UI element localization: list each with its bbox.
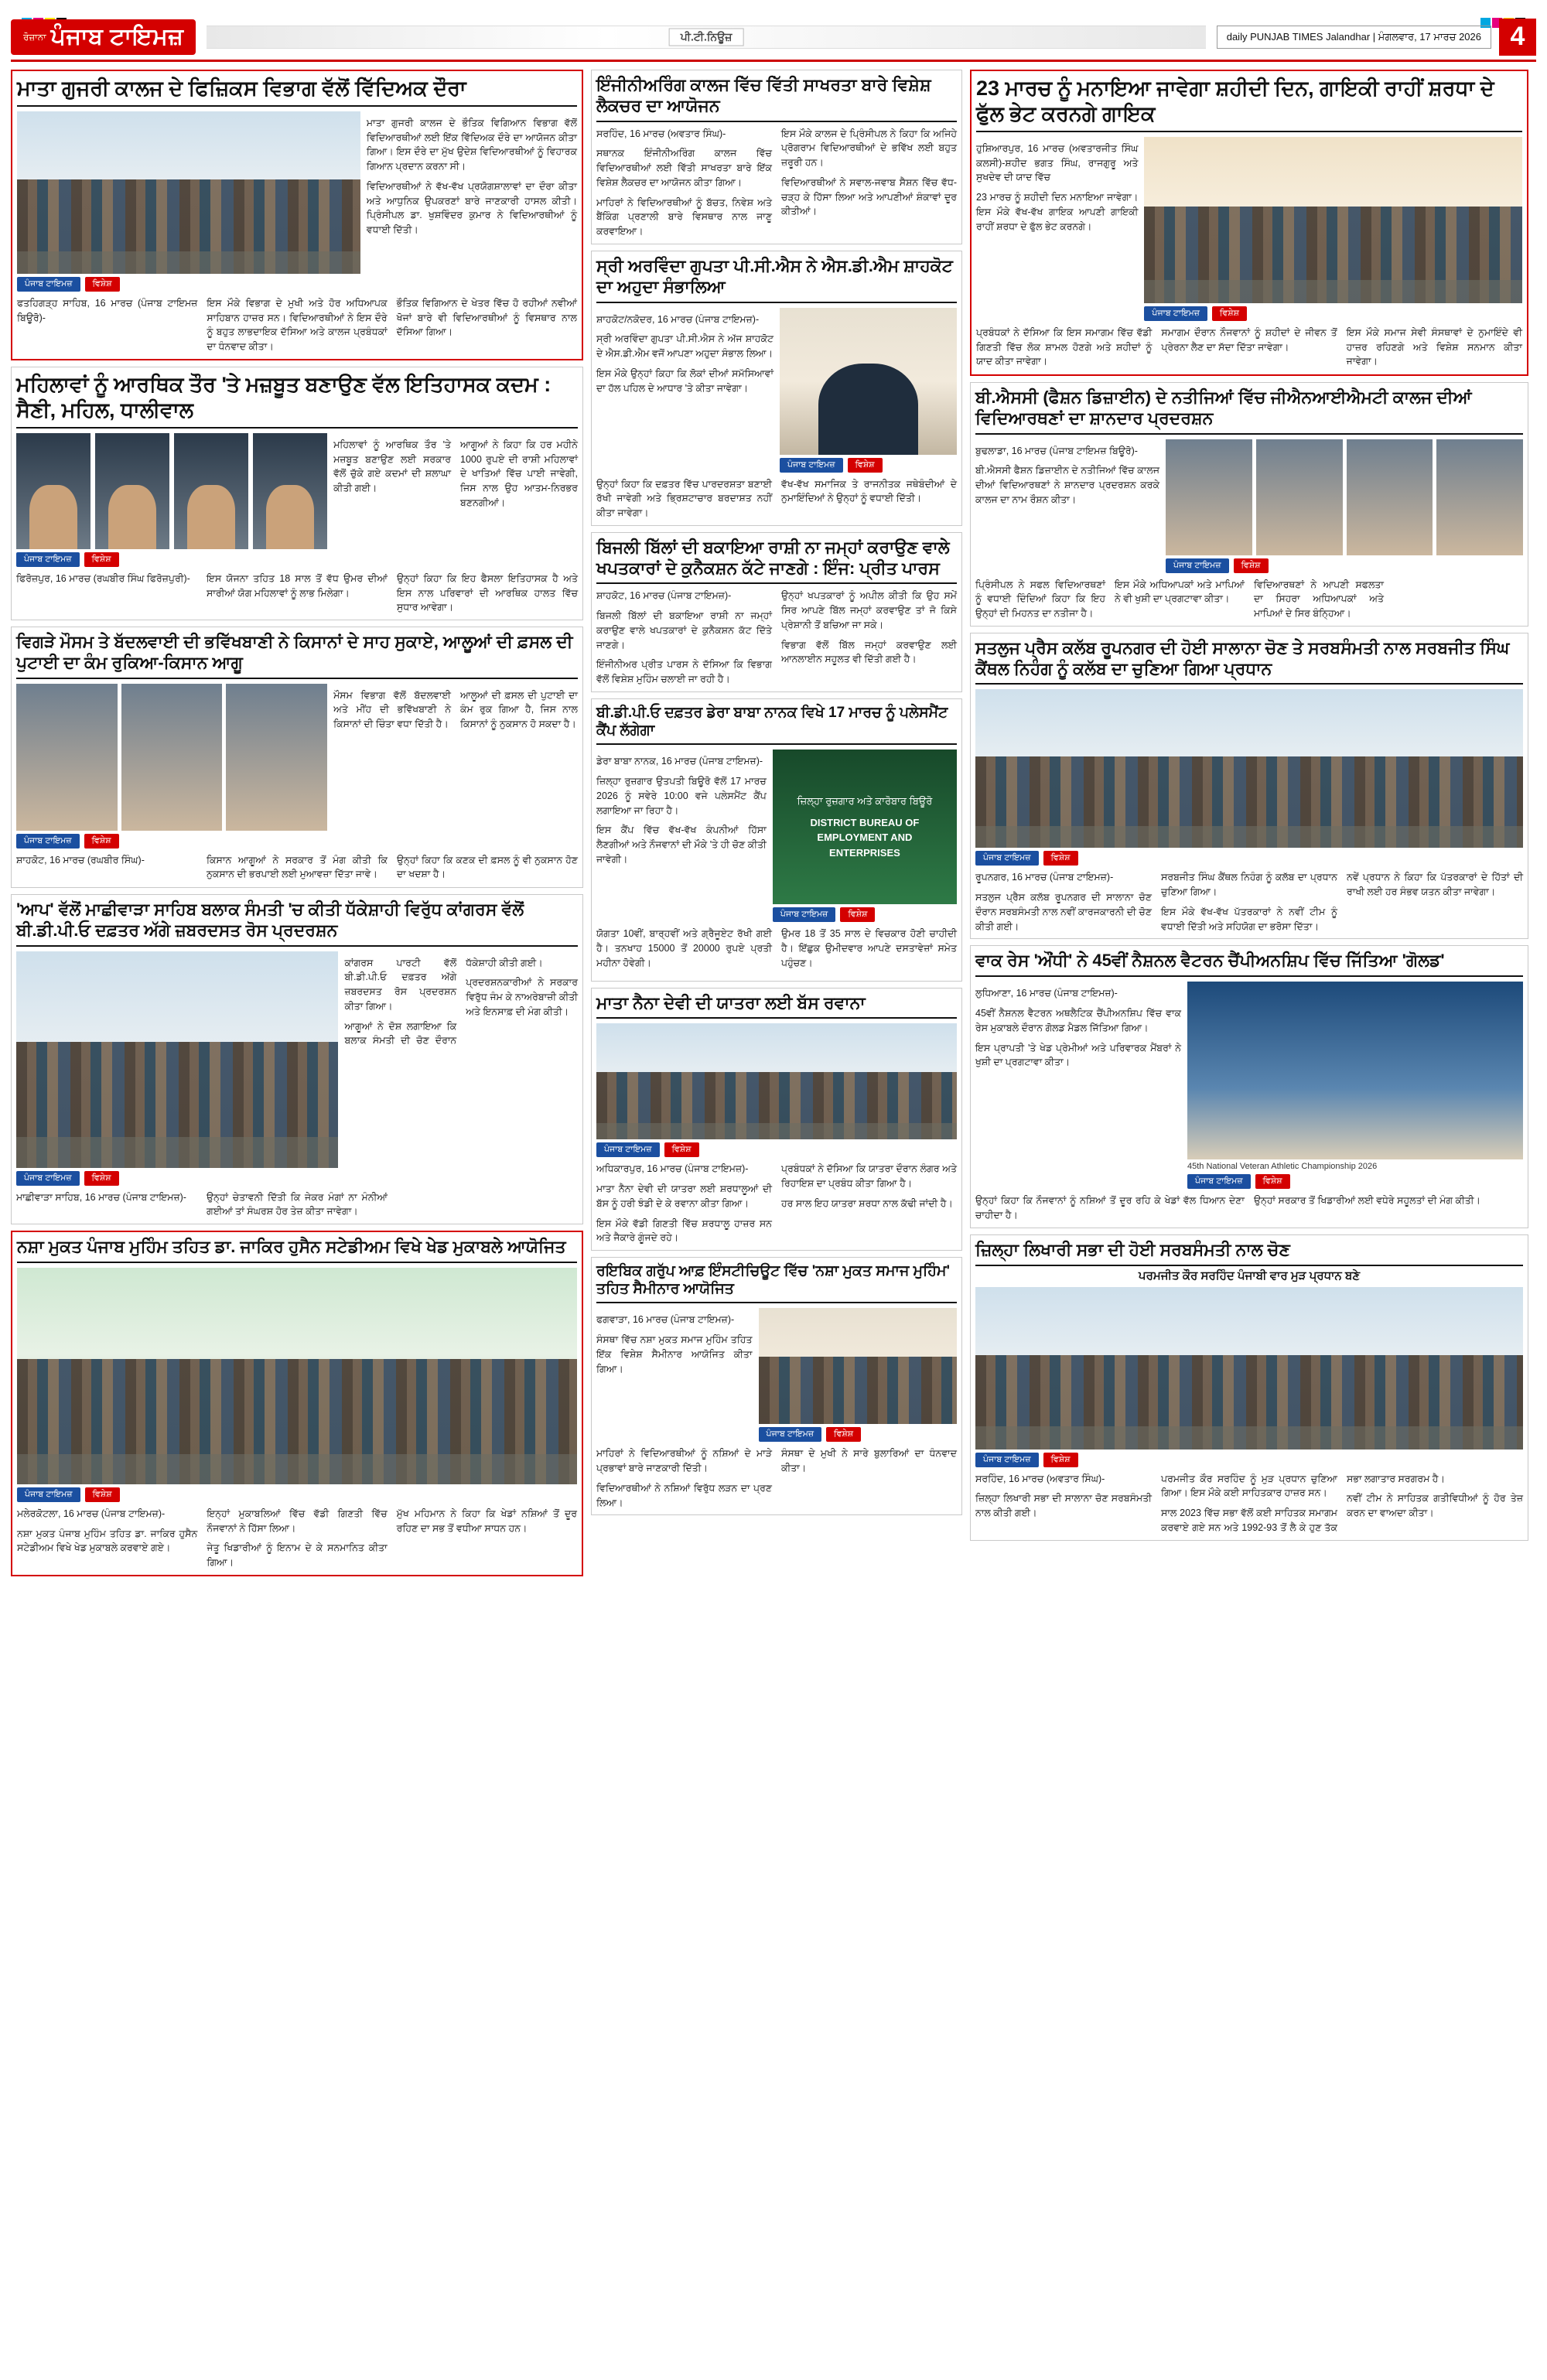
article-a14-headline: ਜ਼ਿਲ੍ਹਾ ਲਿਖਾਰੀ ਸਭਾ ਦੀ ਹੋਈ ਸਰਬਸੰਮਤੀ ਨਾਲ ਚੋਣ	[975, 1240, 1523, 1266]
article-a1-photo	[17, 111, 360, 274]
newspaper-page	[0, 14, 1547, 2380]
article-a1-credit	[17, 277, 360, 292]
article-a9-body-2: ਸਰਬਜੀਤ ਸਿੰਘ ਕੈਂਥਲ ਨਿਹੰਗ ਨੂੰ ਕਲੱਬ ਦਾ ਪ੍ਰਧਾਨ ਚੁਣਿਆ ਗਿਆ।	[1161, 872, 1337, 898]
article-a8	[11, 627, 583, 888]
article-a11-dateline: ਲੁਧਿਆਣਾ, 16 ਮਾਰਚ (ਪੰਜਾਬ ਟਾਇਮਜ਼)-	[975, 988, 1118, 999]
article-a11-body-3: ਉਨ੍ਹਾਂ ਕਿਹਾ ਕਿ ਨੌਜਵਾਨਾਂ ਨੂੰ ਨਸ਼ਿਆਂ ਤੋਂ ਦੂਰ ਰਹਿ ਕੇ ਖੇਡਾਂ ਵੱਲ ਧਿਆਨ ਦੇਣਾ ਚਾਹੀਦਾ ਹੈ।	[975, 1195, 1245, 1221]
article-a3-body-1: 23 ਮਾਰਚ ਨੂੰ ਸ਼ਹੀਦੀ ਦਿਨ ਮਨਾਇਆ ਜਾਵੇਗਾ। ਇਸ ਮੌਕੇ ਵੱਖ-ਵੱਖ ਗਾਇਕ ਆਪਣੀ ਗਾਇਕੀ ਰਾਹੀਂ ਸ਼ਰਧਾ ਦੇ ਫੁੱਲ ਭੇਟ ਕਰਨਗੇ।	[976, 192, 1139, 232]
credit-tag-red: ਵਿਸ਼ੇਸ਼	[826, 1427, 861, 1442]
article-a2-body-2: ਮਾਹਿਰਾਂ ਨੇ ਵਿਦਿਆਰਥੀਆਂ ਨੂੰ ਬੱਚਤ, ਨਿਵੇਸ਼ ਅਤੇ ਬੈਂਕਿੰਗ ਪ੍ਰਣਾਲੀ ਬਾਰੇ ਵਿਸਥਾਰ ਨਾਲ ਜਾਣੂ ਕਰਵਾਇਆ।	[596, 196, 772, 237]
article-a16-dateline: ਫਗਵਾੜਾ, 16 ਮਾਰਚ (ਪੰਜਾਬ ਟਾਇਮਜ਼)-	[596, 1314, 735, 1326]
article-a12-headline: 'ਆਪ' ਵੱਲੋਂ ਮਾਛੀਵਾੜਾ ਸਾਹਿਬ ਬਲਾਕ ਸੰਮਤੀ 'ਚ ਕੀਤੀ ਧੱਕੇਸ਼ਾਹੀ ਵਿਰੁੱਧ ਕਾਂਗਰਸ ਵੱਲੋਂ ਬੀ.ਡੀ.ਪੀ.ਓ ਦਫ਼ਤਰ ਅੱਗੇ ਜ਼ਬਰਦਸਤ ਰੋਸ ਪ੍ਰਦਰਸ਼ਨ	[16, 900, 578, 947]
article-a11-banner-text: 45th National Veteran Athletic Championship 2026	[1187, 1162, 1378, 1172]
article-a14-dateline: ਸਰਹਿੰਦ, 16 ਮਾਰਚ (ਅਵਤਾਰ ਸਿੰਘ)-	[975, 1473, 1105, 1484]
article-a6-dateline: ਬੁਢਲਾਡਾ, 16 ਮਾਰਚ (ਪੰਜਾਬ ਟਾਇਮਜ਼ ਬਿਊਰੋ)-	[975, 445, 1138, 456]
article-a11-photo	[1187, 982, 1523, 1159]
article-a7-dateline: ਸ਼ਾਹਕੋਟ, 16 ਮਾਰਚ (ਪੰਜਾਬ ਟਾਇਮਜ਼)-	[596, 590, 732, 602]
article-a16	[591, 1257, 962, 1515]
article-a8-body-2: ਆਲੂਆਂ ਦੀ ਫ਼ਸਲ ਦੀ ਪੁਟਾਈ ਦਾ ਕੰਮ ਰੁਕ ਗਿਆ ਹੈ, ਜਿਸ ਨਾਲ ਕਿਸਾਨਾਂ ਨੂੰ ਨੁਕਸਾਨ ਹੋ ਸਕਦਾ ਹੈ।	[460, 689, 578, 730]
credit-tag-red: ਵਿਸ਼ੇਸ਼	[84, 552, 119, 567]
article-a15-body-3: ਜੇਤੂ ਖਿਡਾਰੀਆਂ ਨੂੰ ਇਨਾਮ ਦੇ ਕੇ ਸਨਮਾਨਿਤ ਕੀਤਾ ਗਿਆ।	[207, 1542, 388, 1569]
article-a14-photo	[975, 1287, 1523, 1450]
article-a13-headline: ਮਾਤਾ ਨੈਨਾ ਦੇਵੀ ਦੀ ਯਾਤਰਾ ਲਈ ਬੱਸ ਰਵਾਨਾ	[596, 993, 957, 1019]
article-a5-body-4: ਵੱਖ-ਵੱਖ ਸਮਾਜਿਕ ਤੇ ਰਾਜਨੀਤਕ ਜਥੇਬੰਦੀਆਂ ਦੇ ਨੁਮਾਇੰਦਿਆਂ ਨੇ ਉਨ੍ਹਾਂ ਨੂੰ ਵਧਾਈ ਦਿੱਤੀ।	[781, 478, 957, 504]
article-a13-photo	[596, 1023, 957, 1139]
article-a14-body-2: ਪਰਮਜੀਤ ਕੌਰ ਸਰਹਿੰਦ ਨੂੰ ਮੁੜ ਪ੍ਰਧਾਨ ਚੁਣਿਆ ਗਿਆ। ਇਸ ਮੌਕੇ ਕਈ ਸਾਹਿਤਕਾਰ ਹਾਜ਼ਰ ਸਨ।	[1161, 1473, 1337, 1499]
credit-tag-blue: ਪੰਜਾਬ ਟਾਇਮਜ਼	[780, 458, 843, 473]
credit-tag-red: ਵਿਸ਼ੇਸ਼	[848, 458, 883, 473]
article-a12-body-3: ਪ੍ਰਦਰਸ਼ਨਕਾਰੀਆਂ ਨੇ ਸਰਕਾਰ ਵਿਰੁੱਧ ਜੰਮ ਕੇ ਨਾਅਰੇਬਾਜ਼ੀ ਕੀਤੀ ਅਤੇ ਇਨਸਾਫ਼ ਦੀ ਮੰਗ ਕੀਤੀ।	[466, 977, 578, 1017]
article-a4-dateline: ਫਿਰੋਜ਼ਪੁਰ, 16 ਮਾਰਚ (ਰਘਬੀਰ ਸਿੰਘ ਫਿਰੋਜ਼ਪੁਰੀ)-	[16, 572, 190, 584]
column-left	[11, 70, 583, 1576]
article-a5-credit	[780, 458, 957, 473]
article-a6-credit	[1166, 558, 1523, 573]
farmer-photo-3	[226, 684, 327, 831]
article-a1-body-3: ਇਸ ਮੌਕੇ ਵਿਭਾਗ ਦੇ ਮੁਖੀ ਅਤੇ ਹੋਰ ਅਧਿਆਪਕ ਸਾਹਿਬਾਨ ਹਾਜ਼ਰ ਸਨ। ਵਿਦਿਆਰਥੀਆਂ ਨੇ ਇਸ ਦੌਰੇ ਨੂੰ ਬਹੁਤ ਲਾਭਦਾਇਕ ਦੱਸਿਆ ਅਤੇ ਕਾਲਜ ਪ੍ਰਬੰਧਕਾਂ ਦਾ ਧੰਨਵਾਦ ਕੀਤਾ।	[207, 297, 388, 353]
article-a2	[591, 70, 962, 244]
article-a2-dateline: ਸਰਹਿੰਦ, 16 ਮਾਰਚ (ਅਵਤਾਰ ਸਿੰਘ)-	[596, 128, 726, 139]
article-a6-body-3: ਇਸ ਮੌਕੇ ਅਧਿਆਪਕਾਂ ਅਤੇ ਮਾਪਿਆਂ ਨੇ ਵੀ ਖੁਸ਼ੀ ਦਾ ਪ੍ਰਗਟਾਵਾ ਕੀਤਾ।	[1115, 579, 1245, 605]
article-a4-headline: ਮਹਿਲਾਵਾਂ ਨੂੰ ਆਰਥਿਕ ਤੌਰ 'ਤੇ ਮਜ਼ਬੂਤ ਬਣਾਉਣ ਵੱਲ ਇਤਿਹਾਸਕ ਕਦਮ : ਸੈਣੀ, ਮਹਿਲ, ਧਾਲੀਵਾਲ	[16, 372, 578, 429]
credit-tag-red: ਵਿਸ਼ੇਸ਼	[85, 1487, 120, 1502]
article-a16-body-1: ਸੰਸਥਾ ਵਿੱਚ ਨਸ਼ਾ ਮੁਕਤ ਸਮਾਜ ਮੁਹਿੰਮ ਤਹਿਤ ਇੱਕ ਵਿਸ਼ੇਸ਼ ਸੈਮੀਨਾਰ ਆਯੋਜਿਤ ਕੀਤਾ ਗਿਆ।	[596, 1334, 753, 1374]
student-photo-2	[1256, 439, 1343, 555]
article-a3-dateline: ਹੁਸ਼ਿਆਰਪੁਰ, 16 ਮਾਰਚ (ਅਵਤਾਰਜੀਤ ਸਿੰਘ ਕਲਸੀ)-ਸ਼ਹੀਦ ਭਗਤ ਸਿੰਘ, ਰਾਜਗੁਰੂ ਅਤੇ ਸੁਖਦੇਵ ਦੀ ਯਾਦ ਵਿੱਚ	[976, 142, 1139, 183]
article-a14	[970, 1234, 1528, 1541]
article-a13-dateline: ਅਧਿਕਾਰਪੁਰ, 16 ਮਾਰਚ (ਪੰਜਾਬ ਟਾਇਮਜ਼)-	[596, 1163, 749, 1175]
article-a5-dateline: ਸ਼ਾਹਕੋਟ/ਨਕੋਦਰ, 16 ਮਾਰਚ (ਪੰਜਾਬ ਟਾਇਮਜ਼)-	[596, 313, 760, 325]
article-a9-body-3: ਇਸ ਮੌਕੇ ਵੱਖ-ਵੱਖ ਪੱਤਰਕਾਰਾਂ ਨੇ ਨਵੀਂ ਟੀਮ ਨੂੰ ਵਧਾਈ ਦਿੱਤੀ ਅਤੇ ਸਹਿਯੋਗ ਦਾ ਭਰੋਸਾ ਦਿੱਤਾ।	[1161, 906, 1337, 932]
article-a15-body-1: ਨਸ਼ਾ ਮੁਕਤ ਪੰਜਾਬ ਮੁਹਿੰਮ ਤਹਿਤ ਡਾ. ਜਾਕਿਰ ਹੁਸੈਨ ਸਟੇਡੀਅਮ ਵਿਖੇ ਖੇਡ ਮੁਕਾਬਲੇ ਕਰਵਾਏ ਗਏ।	[17, 1528, 198, 1554]
article-a4	[11, 367, 583, 620]
credit-tag-red: ਵਿਸ਼ੇਸ਼	[85, 277, 120, 292]
article-a14-credit	[975, 1453, 1523, 1467]
article-a13-body-4: ਹਰ ਸਾਲ ਇਹ ਯਾਤਰਾ ਸ਼ਰਧਾ ਨਾਲ ਕੱਢੀ ਜਾਂਦੀ ਹੈ।	[781, 1197, 953, 1209]
page-number: 4	[1499, 19, 1536, 56]
article-a8-body-1: ਮੌਸਮ ਵਿਭਾਗ ਵੱਲੋਂ ਬੱਦਲਵਾਈ ਅਤੇ ਮੀਂਹ ਦੀ ਭਵਿੱਖਬਾਣੀ ਨੇ ਕਿਸਾਨਾਂ ਦੀ ਚਿੰਤਾ ਵਧਾ ਦਿੱਤੀ ਹੈ।	[333, 689, 452, 730]
article-a5-photo	[780, 308, 957, 455]
article-a7-body-4: ਵਿਭਾਗ ਵੱਲੋਂ ਬਿੱਲ ਜਮ੍ਹਾਂ ਕਰਵਾਉਣ ਲਈ ਆਨਲਾਈਨ ਸਹੂਲਤ ਵੀ ਦਿੱਤੀ ਗਈ ਹੈ।	[781, 639, 957, 665]
credit-tag-red: ਵਿਸ਼ੇਸ਼	[84, 834, 119, 849]
article-a12-body-4: ਉਨ੍ਹਾਂ ਚੇਤਾਵਨੀ ਦਿੱਤੀ ਕਿ ਜੇਕਰ ਮੰਗਾਂ ਨਾ ਮੰਨੀਆਂ ਗਈਆਂ ਤਾਂ ਸੰਘਰਸ਼ ਹੋਰ ਤੇਜ਼ ਕੀਤਾ ਜਾਵੇਗਾ।	[207, 1191, 388, 1217]
article-a9-headline: ਸਤਲੁਜ ਪ੍ਰੈਸ ਕਲੱਬ ਰੂਪਨਗਰ ਦੀ ਹੋਈ ਸਾਲਾਨਾ ਚੋਣ ਤੇ ਸਰਬਸੰਮਤੀ ਨਾਲ ਸਰਬਜੀਤ ਸਿੰਘ ਕੈਂਥਲ ਨਿਹੰਗ ਨੂੰ ਕਲੱਬ ਦਾ ਚੁਣਿਆ ਗਿਆ ਪ੍ਰਧਾਨ	[975, 638, 1523, 685]
article-a2-body-4: ਵਿਦਿਆਰਥੀਆਂ ਨੇ ਸਵਾਲ-ਜਵਾਬ ਸੈਸ਼ਨ ਵਿੱਚ ਵੱਧ-ਚੜ੍ਹ ਕੇ ਹਿੱਸਾ ਲਿਆ ਅਤੇ ਆਪਣੀਆਂ ਸ਼ੰਕਾਵਾਂ ਦੂਰ ਕੀਤੀਆਂ।	[781, 176, 957, 217]
article-a1-headline: ਮਾਤਾ ਗੁਜਰੀ ਕਾਲਜ ਦੇ ਫਿਜ਼ਿਕਸ ਵਿਭਾਗ ਵੱਲੋਂ ਵਿੱਦਿਅਕ ਦੌਰਾ	[17, 76, 577, 107]
masthead-divider	[207, 26, 1205, 49]
article-a5	[591, 251, 962, 526]
credit-tag-red: ਵਿਸ਼ੇਸ਼	[1212, 306, 1247, 321]
article-a11-body-2: ਇਸ ਪ੍ਰਾਪਤੀ 'ਤੇ ਖੇਡ ਪ੍ਰੇਮੀਆਂ ਅਤੇ ਪਰਿਵਾਰਕ ਮੈਂਬਰਾਂ ਨੇ ਖੁਸ਼ੀ ਦਾ ਪ੍ਰਗਟਾਵਾ ਕੀਤਾ।	[975, 1042, 1181, 1068]
credit-tag-blue: ਪੰਜਾਬ ਟਾਇਮਜ਼	[16, 1171, 80, 1186]
article-a7-body-3: ਉਨ੍ਹਾਂ ਖਪਤਕਾਰਾਂ ਨੂੰ ਅਪੀਲ ਕੀਤੀ ਕਿ ਉਹ ਸਮੇਂ ਸਿਰ ਆਪਣੇ ਬਿੱਲ ਜਮ੍ਹਾਂ ਕਰਵਾਉਣ ਤਾਂ ਜੋ ਕਿਸੇ ਪ੍ਰੇਸ਼ਾਨੀ ਤੋਂ ਬਚਿਆ ਜਾ ਸਕੇ।	[781, 590, 957, 630]
article-a10-dateline: ਡੇਰਾ ਬਾਬਾ ਨਾਨਕ, 16 ਮਾਰਚ (ਪੰਜਾਬ ਟਾਇਮਜ਼)-	[596, 756, 763, 767]
student-photo-3	[1347, 439, 1433, 555]
credit-tag-red: ਵਿਸ਼ੇਸ਼	[664, 1142, 699, 1157]
article-a13-body-1: ਮਾਤਾ ਨੈਨਾ ਦੇਵੀ ਦੀ ਯਾਤਰਾ ਲਈ ਸ਼ਰਧਾਲੂਆਂ ਦੀ ਬੱਸ ਨੂੰ ਹਰੀ ਝੰਡੀ ਦੇ ਕੇ ਰਵਾਨਾ ਕੀਤਾ ਗਿਆ।	[596, 1183, 772, 1209]
logo-small-text: ਰੋਜ਼ਾਨਾ	[23, 31, 46, 43]
article-a15-credit	[17, 1487, 577, 1502]
article-a12-credit	[16, 1171, 338, 1186]
article-a14-body-3: ਸਾਲ 2023 ਵਿੱਚ ਸਭਾ ਵੱਲੋਂ ਕਈ ਸਾਹਿਤਕ ਸਮਾਗਮ ਕਰਵਾਏ ਗਏ ਸਨ ਅਤੇ 1992-93 ਤੋਂ ਲੈ ਕੇ ਹੁਣ ਤੱਕ ਸਭਾ ਲਗਾਤਾਰ ਸਰਗਰਮ ਹੈ।	[1161, 1473, 1445, 1533]
masthead	[11, 14, 1536, 62]
article-a9-dateline: ਰੂਪਨਗਰ, 16 ਮਾਰਚ (ਪੰਜਾਬ ਟਾਇਮਜ਼)-	[975, 872, 1114, 883]
article-a13-body-3: ਪ੍ਰਬੰਧਕਾਂ ਨੇ ਦੱਸਿਆ ਕਿ ਯਾਤਰਾ ਦੌਰਾਨ ਲੰਗਰ ਅਤੇ ਰਿਹਾਇਸ਼ ਦਾ ਪ੍ਰਬੰਧ ਕੀਤਾ ਗਿਆ ਹੈ।	[781, 1163, 957, 1190]
article-a11-body-1: 45ਵੀਂ ਨੈਸ਼ਨਲ ਵੈਟਰਨ ਅਥਲੈਟਿਕ ਚੈਂਪੀਅਨਸ਼ਿਪ ਵਿੱਚ ਵਾਕ ਰੇਸ ਮੁਕਾਬਲੇ ਦੌਰਾਨ ਗੋਲਡ ਮੈਡਲ ਜਿੱਤਿਆ ਗਿਆ।	[975, 1008, 1181, 1033]
article-a10-body-3: ਯੋਗਤਾ 10ਵੀਂ, ਬਾਰ੍ਹਵੀਂ ਅਤੇ ਗ੍ਰੈਜੂਏਟ ਰੱਖੀ ਗਈ ਹੈ। ਤਨਖਾਹ 15000 ਤੋਂ 20000 ਰੁਪਏ ਪ੍ਰਤੀ ਮਹੀਨਾ ਹੋਵੇਗੀ।	[596, 928, 772, 968]
signboard-line-punjabi: ਜ਼ਿਲ੍ਹਾ ਰੁਜ਼ਗਾਰ ਅਤੇ ਕਾਰੋਬਾਰ ਬਿਊਰੋ	[797, 795, 933, 808]
credit-tag-red: ਵਿਸ਼ੇਸ਼	[1043, 1453, 1078, 1467]
credit-tag-blue: ਪੰਜਾਬ ਟਾਇਮਜ਼	[1166, 558, 1229, 573]
article-a16-body-2: ਮਾਹਿਰਾਂ ਨੇ ਵਿਦਿਆਰਥੀਆਂ ਨੂੰ ਨਸ਼ਿਆਂ ਦੇ ਮਾੜੇ ਪ੍ਰਭਾਵਾਂ ਬਾਰੇ ਜਾਣਕਾਰੀ ਦਿੱਤੀ।	[596, 1448, 772, 1474]
article-a1	[11, 70, 583, 360]
portrait-2	[95, 433, 169, 549]
article-a3	[970, 70, 1528, 376]
article-a11-body-4: ਉਨ੍ਹਾਂ ਸਰਕਾਰ ਤੋਂ ਖਿਡਾਰੀਆਂ ਲਈ ਵਧੇਰੇ ਸਹੂਲਤਾਂ ਦੀ ਮੰਗ ਕੀਤੀ।	[1254, 1195, 1480, 1207]
article-a3-body-3: ਸਮਾਗਮ ਦੌਰਾਨ ਨੌਜਵਾਨਾਂ ਨੂੰ ਸ਼ਹੀਦਾਂ ਦੇ ਜੀਵਨ ਤੋਂ ਪ੍ਰੇਰਨਾ ਲੈਣ ਦਾ ਸੱਦਾ ਦਿੱਤਾ ਜਾਵੇਗਾ।	[1161, 326, 1337, 353]
article-a12-body-1: ਕਾਂਗਰਸ ਪਾਰਟੀ ਵੱਲੋਂ ਬੀ.ਡੀ.ਪੀ.ਓ ਦਫ਼ਤਰ ਅੱਗੇ ਜ਼ਬਰਦਸਤ ਰੋਸ ਪ੍ਰਦਰਸ਼ਨ ਕੀਤਾ ਗਿਆ।	[344, 957, 457, 1012]
article-a14-body-4: ਨਵੀਂ ਟੀਮ ਨੇ ਸਾਹਿਤਕ ਗਤੀਵਿਧੀਆਂ ਨੂੰ ਹੋਰ ਤੇਜ਼ ਕਰਨ ਦਾ ਵਾਅਦਾ ਕੀਤਾ।	[1347, 1493, 1523, 1519]
article-a9-credit	[975, 851, 1523, 866]
credit-tag-blue: ਪੰਜਾਬ ਟਾਇਮਜ਼	[975, 1453, 1039, 1467]
portrait-3	[174, 433, 248, 549]
article-a2-headline: ਇੰਜੀਨੀਅਰਿੰਗ ਕਾਲਜ ਵਿੱਚ ਵਿੱਤੀ ਸਾਖਰਤਾ ਬਾਰੇ ਵਿਸ਼ੇਸ਼ ਲੈਕਚਰ ਦਾ ਆਯੋਜਨ	[596, 75, 957, 122]
article-a7-body-1: ਬਿਜਲੀ ਬਿੱਲਾਂ ਦੀ ਬਕਾਇਆ ਰਾਸ਼ੀ ਨਾ ਜਮ੍ਹਾਂ ਕਰਾਉਣ ਵਾਲੇ ਖਪਤਕਾਰਾਂ ਦੇ ਕੁਨੈਕਸ਼ਨ ਕੱਟ ਦਿੱਤੇ ਜਾਣਗੇ।	[596, 610, 772, 650]
article-a5-headline: ਸ੍ਰੀ ਅਰਵਿੰਦਾ ਗੁਪਤਾ ਪੀ.ਸੀ.ਐਸ ਨੇ ਐਸ.ਡੀ.ਐਮ ਸ਼ਾਹਕੋਟ ਦਾ ਅਹੁਦਾ ਸੰਭਾਲਿਆ	[596, 256, 957, 303]
article-a6-headline: ਬੀ.ਐਸਸੀ (ਫੈਸ਼ਨ ਡਿਜ਼ਾਈਨ) ਦੇ ਨਤੀਜਿਆਂ ਵਿੱਚ ਜੀਐਨਆਈਐਮਟੀ ਕਾਲਜ ਦੀਆਂ ਵਿਦਿਆਰਥਣਾਂ ਦਾ ਸ਼ਾਨਦਾਰ ਪ੍ਰਦਰਸ਼ਨ	[975, 388, 1523, 435]
article-a3-body-2: ਪ੍ਰਬੰਧਕਾਂ ਨੇ ਦੱਸਿਆ ਕਿ ਇਸ ਸਮਾਗਮ ਵਿੱਚ ਵੱਡੀ ਗਿਣਤੀ ਵਿੱਚ ਲੋਕ ਸ਼ਾਮਲ ਹੋਣਗੇ ਅਤੇ ਸ਼ਹੀਦਾਂ ਨੂੰ ਯਾਦ ਕੀਤਾ ਜਾਵੇਗਾ।	[976, 326, 1153, 367]
credit-tag-blue: ਪੰਜਾਬ ਟਾਇਮਜ਼	[596, 1142, 660, 1157]
logo-main-text: ਪੰਜਾਬ ਟਾਇਮਜ਼	[50, 23, 184, 50]
article-a15-dateline: ਮਲੇਰਕੋਟਲਾ, 16 ਮਾਰਚ (ਪੰਜਾਬ ਟਾਇਮਜ਼)-	[17, 1508, 166, 1519]
article-a10-credit	[773, 907, 957, 922]
article-a4-body-3: ਇਸ ਯੋਜਨਾ ਤਹਿਤ 18 ਸਾਲ ਤੋਂ ਵੱਧ ਉਮਰ ਦੀਆਂ ਸਾਰੀਆਂ ਯੋਗ ਮਹਿਲਾਵਾਂ ਨੂੰ ਲਾਭ ਮਿਲੇਗਾ।	[207, 572, 388, 599]
article-a15-photo	[17, 1268, 577, 1484]
article-a4-body-4: ਉਨ੍ਹਾਂ ਕਿਹਾ ਕਿ ਇਹ ਫੈਸਲਾ ਇਤਿਹਾਸਕ ਹੈ ਅਤੇ ਇਸ ਨਾਲ ਪਰਿਵਾਰਾਂ ਦੀ ਆਰਥਿਕ ਹਾਲਤ ਵਿੱਚ ਸੁਧਾਰ ਆਵੇਗਾ।	[397, 572, 578, 613]
article-a7	[591, 532, 962, 692]
credit-tag-blue: ਪੰਜਾਬ ਟਾਇਮਜ਼	[1144, 306, 1207, 321]
article-a9-photo	[975, 689, 1523, 848]
article-a4-body-2: ਆਗੂਆਂ ਨੇ ਕਿਹਾ ਕਿ ਹਰ ਮਹੀਨੇ 1000 ਰੁਪਏ ਦੀ ਰਾਸ਼ੀ ਮਹਿਲਾਵਾਂ ਦੇ ਖਾਤਿਆਂ ਵਿੱਚ ਪਾਈ ਜਾਵੇਗੀ, ਜਿਸ ਨਾਲ ਉਹ ਆਤਮ-ਨਿਰਭਰ ਬਣਨਗੀਆਂ।	[460, 439, 578, 508]
masthead-right	[1217, 19, 1536, 56]
article-a1-dateline: ਫਤਹਿਗੜ੍ਹ ਸਾਹਿਬ, 16 ਮਾਰਚ (ਪੰਜਾਬ ਟਾਇਮਜ਼ ਬਿਊਰੋ)-	[17, 297, 198, 323]
article-a12-photo	[16, 951, 338, 1168]
article-a15-body-2: ਇਨ੍ਹਾਂ ਮੁਕਾਬਲਿਆਂ ਵਿੱਚ ਵੱਡੀ ਗਿਣਤੀ ਵਿੱਚ ਨੌਜਵਾਨਾਂ ਨੇ ਹਿੱਸਾ ਲਿਆ।	[207, 1508, 388, 1534]
article-a3-credit	[1144, 306, 1522, 321]
credit-tag-blue: ਪੰਜਾਬ ਟਾਇਮਜ਼	[759, 1427, 822, 1442]
article-a7-body-2: ਇੰਜੀਨੀਅਰ ਪ੍ਰੀਤ ਪਾਰਸ ਨੇ ਦੱਸਿਆ ਕਿ ਵਿਭਾਗ ਵੱਲੋਂ ਵਿਸ਼ੇਸ਼ ਮੁਹਿੰਮ ਚਲਾਈ ਜਾ ਰਹੀ ਹੈ।	[596, 659, 772, 685]
page-columns	[11, 70, 1536, 1576]
article-a3-body-4: ਇਸ ਮੌਕੇ ਸਮਾਜ ਸੇਵੀ ਸੰਸਥਾਵਾਂ ਦੇ ਨੁਮਾਇੰਦੇ ਵੀ ਹਾਜ਼ਰ ਰਹਿਣਗੇ ਅਤੇ ਵਿਸ਼ੇਸ਼ ਸਨਮਾਨ ਕੀਤਾ ਜਾਵੇਗਾ।	[1346, 326, 1522, 367]
article-a16-body-3: ਵਿਦਿਆਰਥੀਆਂ ਨੇ ਨਸ਼ਿਆਂ ਵਿਰੁੱਧ ਲੜਨ ਦਾ ਪ੍ਰਣ ਲਿਆ।	[596, 1482, 772, 1508]
article-a4-portraits	[16, 433, 327, 549]
article-a16-headline: ਰਇਬਿਕ ਗਰੁੱਪ ਆਫ਼ ਇੰਸਟੀਚਿਊਟ ਵਿੱਚ 'ਨਸ਼ਾ ਮੁਕਤ ਸਮਾਜ ਮੁਹਿੰਮ' ਤਹਿਤ ਸੈਮੀਨਾਰ ਆਯੋਜਿਤ	[596, 1262, 957, 1303]
signboard-line-english: DISTRICT BUREAU OF EMPLOYMENT AND ENTERPRISES	[810, 816, 920, 859]
masthead-dateline: daily PUNJAB TIMES Jalandhar | ਮੰਗਲਵਾਰ, 17 ਮਾਰਚ 2026	[1217, 26, 1491, 49]
article-a10-headline: ਬੀ.ਡੀ.ਪੀ.ਓ ਦਫ਼ਤਰ ਡੇਰਾ ਬਾਬਾ ਨਾਨਕ ਵਿਖੇ 17 ਮਾਰਚ ਨੂੰ ਪਲੇਸਮੈਂਟ ਕੈਂਪ ਲੱਗੇਗਾ	[596, 704, 957, 745]
article-a5-body-1: ਸ੍ਰੀ ਅਰਵਿੰਦਾ ਗੁਪਤਾ ਪੀ.ਸੀ.ਐਸ ਨੇ ਅੱਜ ਸ਼ਾਹਕੋਟ ਦੇ ਐਸ.ਡੀ.ਐਮ ਵਜੋਂ ਆਪਣਾ ਅਹੁਦਾ ਸੰਭਾਲ ਲਿਆ।	[596, 333, 774, 360]
credit-tag-red: ਵਿਸ਼ੇਸ਼	[1255, 1174, 1290, 1189]
credit-tag-blue: ਪੰਜਾਬ ਟਾਇਮਜ਼	[975, 851, 1039, 866]
farmer-photo-2	[121, 684, 223, 831]
article-a10-body-4: ਉਮਰ 18 ਤੋਂ 35 ਸਾਲ ਦੇ ਵਿਚਕਾਰ ਹੋਣੀ ਚਾਹੀਦੀ ਹੈ। ਇੱਛੁਕ ਉਮੀਦਵਾਰ ਆਪਣੇ ਦਸਤਾਵੇਜ਼ਾਂ ਸਮੇਤ ਪਹੁੰਚਣ।	[781, 928, 957, 968]
article-a12-dateline: ਮਾਛੀਵਾੜਾ ਸਾਹਿਬ, 16 ਮਾਰਚ (ਪੰਜਾਬ ਟਾਇਮਜ਼)-	[16, 1191, 186, 1203]
article-a15-body-4: ਮੁੱਖ ਮਹਿਮਾਨ ਨੇ ਕਿਹਾ ਕਿ ਖੇਡਾਂ ਨਸ਼ਿਆਂ ਤੋਂ ਦੂਰ ਰਹਿਣ ਦਾ ਸਭ ਤੋਂ ਵਧੀਆ ਸਾਧਨ ਹਨ।	[396, 1508, 577, 1534]
farmer-photo-1	[16, 684, 118, 831]
article-a9	[970, 633, 1528, 940]
article-a15-headline: ਨਸ਼ਾ ਮੁਕਤ ਪੰਜਾਬ ਮੁਹਿੰਮ ਤਹਿਤ ਡਾ. ਜਾਕਿਰ ਹੁਸੈਨ ਸਟੇਡੀਅਮ ਵਿਖੇ ਖੇਡ ਮੁਕਾਬਲੇ ਆਯੋਜਿਤ	[17, 1237, 577, 1263]
article-a12-body-2: ਆਗੂਆਂ ਨੇ ਦੋਸ਼ ਲਗਾਇਆ ਕਿ ਬਲਾਕ ਸੰਮਤੀ ਦੀ ਚੋਣ ਦੌਰਾਨ ਧੱਕੇਸ਼ਾਹੀ ਕੀਤੀ ਗਈ।	[344, 957, 543, 1047]
article-a6-body-2: ਪ੍ਰਿੰਸੀਪਲ ਨੇ ਸਫਲ ਵਿਦਿਆਰਥਣਾਂ ਨੂੰ ਵਧਾਈ ਦਿੰਦਿਆਂ ਕਿਹਾ ਕਿ ਇਹ ਉਨ੍ਹਾਂ ਦੀ ਮਿਹਨਤ ਦਾ ਨਤੀਜਾ ਹੈ।	[975, 579, 1105, 620]
article-a13-credit	[596, 1142, 957, 1157]
article-a1-body-4: ਭੌਤਿਕ ਵਿਗਿਆਨ ਦੇ ਖੇਤਰ ਵਿੱਚ ਹੋ ਰਹੀਆਂ ਨਵੀਆਂ ਖੋਜਾਂ ਬਾਰੇ ਵੀ ਵਿਦਿਆਰਥੀਆਂ ਨੂੰ ਵਿਸਥਾਰ ਨਾਲ ਦੱਸਿਆ ਗਿਆ।	[396, 297, 577, 338]
article-a11-credit	[1187, 1174, 1523, 1189]
article-a9-body-1: ਸਤਲੁਜ ਪ੍ਰੈਸ ਕਲੱਬ ਰੂਪਨਗਰ ਦੀ ਸਾਲਾਨਾ ਚੋਣ ਦੌਰਾਨ ਸਰਬਸੰਮਤੀ ਨਾਲ ਨਵੀਂ ਕਾਰਜਕਾਰਨੀ ਦੀ ਚੋਣ ਕੀਤੀ ਗਈ।	[975, 892, 1152, 932]
article-a10	[591, 698, 962, 982]
article-a3-headline: 23 ਮਾਰਚ ਨੂੰ ਮਨਾਇਆ ਜਾਵੇਗਾ ਸ਼ਹੀਦੀ ਦਿਨ, ਗਾਇਕੀ ਰਾਹੀਂ ਸ਼ਰਧਾ ਦੇ ਫੁੱਲ ਭੇਟ ਕਰਨਗੇ ਗਾਇਕ	[976, 76, 1522, 132]
article-a9-body-4: ਨਵੇਂ ਪ੍ਰਧਾਨ ਨੇ ਕਿਹਾ ਕਿ ਪੱਤਰਕਾਰਾਂ ਦੇ ਹਿੱਤਾਂ ਦੀ ਰਾਖੀ ਲਈ ਹਰ ਸੰਭਵ ਯਤਨ ਕੀਤਾ ਜਾਵੇਗਾ।	[1347, 872, 1523, 898]
article-a8-photos	[16, 684, 327, 831]
article-a7-headline: ਬਿਜਲੀ ਬਿੱਲਾਂ ਦੀ ਬਕਾਇਆ ਰਾਸ਼ੀ ਨਾ ਜਮ੍ਹਾਂ ਕਰਾਉਣ ਵਾਲੇ ਖਪਤਕਾਰਾਂ ਦੇ ਕੁਨੈਕਸ਼ਨ ਕੱਟੇ ਜਾਣਗੇ : ਇੰਜ: ਪ੍ਰੀਤ ਪਾਰਸ	[596, 538, 957, 585]
article-a4-body-1: ਮਹਿਲਾਵਾਂ ਨੂੰ ਆਰਥਿਕ ਤੌਰ 'ਤੇ ਮਜ਼ਬੂਤ ਬਣਾਉਣ ਲਈ ਸਰਕਾਰ ਵੱਲੋਂ ਚੁੱਕੇ ਗਏ ਕਦਮਾਂ ਦੀ ਸ਼ਲਾਘਾ ਕੀਤੀ ਗਈ।	[333, 439, 452, 494]
article-a10-body-1: ਜ਼ਿਲ੍ਹਾ ਰੁਜ਼ਗਾਰ ਉਤਪਤੀ ਬਿਊਰੋ ਵੱਲੋਂ 17 ਮਾਰਚ 2026 ਨੂੰ ਸਵੇਰੇ 10:00 ਵਜੇ ਪਲੇਸਮੈਂਟ ਕੈਂਪ ਲਗਾਇਆ ਜਾ ਰਿਹਾ ਹੈ।	[596, 776, 767, 816]
credit-tag-blue: ਪੰਜਾਬ ਟਾਇਮਜ਼	[17, 277, 80, 292]
newspaper-logo	[11, 19, 196, 55]
article-a13-body-2: ਇਸ ਮੌਕੇ ਵੱਡੀ ਗਿਣਤੀ ਵਿੱਚ ਸ਼ਰਧਾਲੂ ਹਾਜ਼ਰ ਸਨ ਅਤੇ ਜੈਕਾਰੇ ਗੂੰਜਦੇ ਰਹੇ।	[596, 1217, 772, 1244]
portrait-1	[16, 433, 90, 549]
credit-tag-red: ਵਿਸ਼ੇਸ਼	[1234, 558, 1269, 573]
article-a3-photo	[1144, 137, 1522, 303]
credit-tag-red: ਵਿਸ਼ੇਸ਼	[84, 1171, 119, 1186]
masthead-tagline: ਪੀ.ਟੀ.ਨਿਊਜ਼	[669, 28, 744, 46]
credit-tag-red: ਵਿਸ਼ੇਸ਼	[1043, 851, 1078, 866]
article-a6-photos	[1166, 439, 1523, 555]
article-a8-dateline: ਸ਼ਾਹਕੋਟ, 16 ਮਾਰਚ (ਰਘਬੀਰ ਸਿੰਘ)-	[16, 854, 145, 866]
article-a4-credit	[16, 552, 327, 567]
article-a15	[11, 1231, 583, 1576]
student-photo-4	[1436, 439, 1523, 555]
article-a6-body-4: ਵਿਦਿਆਰਥਣਾਂ ਨੇ ਆਪਣੀ ਸਫਲਤਾ ਦਾ ਸਿਹਰਾ ਅਧਿਆਪਕਾਂ ਅਤੇ ਮਾਪਿਆਂ ਦੇ ਸਿਰ ਬੰਨ੍ਹਿਆ।	[1254, 579, 1384, 620]
portrait-4	[253, 433, 327, 549]
credit-tag-blue: ਪੰਜਾਬ ਟਾਇਮਜ਼	[16, 834, 80, 849]
article-a6	[970, 382, 1528, 627]
article-a1-body-2: ਵਿਦਿਆਰਥੀਆਂ ਨੇ ਵੱਖ-ਵੱਖ ਪ੍ਰਯੋਗਸ਼ਾਲਾਵਾਂ ਦਾ ਦੌਰਾ ਕੀਤਾ ਅਤੇ ਆਧੁਨਿਕ ਉਪਕਰਣਾਂ ਬਾਰੇ ਜਾਣਕਾਰੀ ਹਾਸਲ ਕੀਤੀ। ਪ੍ਰਿੰਸੀਪਲ ਡਾ. ਖੁਸ਼ਵਿੰਦਰ ਕੁਮਾਰ ਨੇ ਵਿਦਿਆਰਥੀਆਂ ਨੂੰ ਵਧਾਈ ਦਿੱਤੀ।	[366, 180, 577, 236]
article-a16-photo	[759, 1308, 957, 1424]
column-right	[970, 70, 1528, 1576]
article-a11	[970, 945, 1528, 1228]
article-a8-headline: ਵਿਗੜੇ ਮੌਸਮ ਤੇ ਬੱਦਲਵਾਈ ਦੀ ਭਵਿੱਖਬਾਣੀ ਨੇ ਕਿਸਾਨਾਂ ਦੇ ਸਾਹ ਸੁਕਾਏ, ਆਲੂਆਂ ਦੀ ਫ਼ਸਲ ਦੀ ਪੁਟਾਈ ਦਾ ਕੰਮ ਰੁਕਿਆ-ਕਿਸਾਨ ਆਗੂ	[16, 632, 578, 679]
article-a6-body-1: ਬੀ.ਐਸਸੀ ਫੈਸ਼ਨ ਡਿਜ਼ਾਈਨ ਦੇ ਨਤੀਜਿਆਂ ਵਿੱਚ ਕਾਲਜ ਦੀਆਂ ਵਿਦਿਆਰਥਣਾਂ ਨੇ ਸ਼ਾਨਦਾਰ ਪ੍ਰਦਰਸ਼ਨ ਕਰਕੇ ਕਾਲਜ ਦਾ ਨਾਮ ਰੌਸ਼ਨ ਕੀਤਾ।	[975, 465, 1159, 505]
credit-tag-red: ਵਿਸ਼ੇਸ਼	[840, 907, 875, 922]
article-a16-credit	[759, 1427, 957, 1442]
article-a8-body-3: ਕਿਸਾਨ ਆਗੂਆਂ ਨੇ ਸਰਕਾਰ ਤੋਂ ਮੰਗ ਕੀਤੀ ਕਿ ਨੁਕਸਾਨ ਦੀ ਭਰਪਾਈ ਲਈ ਮੁਆਵਜ਼ਾ ਦਿੱਤਾ ਜਾਵੇ।	[207, 854, 388, 880]
page-footer-space	[11, 1576, 1536, 1584]
article-a8-credit	[16, 834, 327, 849]
article-a13	[591, 988, 962, 1251]
article-a10-body-2: ਇਸ ਕੈਂਪ ਵਿੱਚ ਵੱਖ-ਵੱਖ ਕੰਪਨੀਆਂ ਹਿੱਸਾ ਲੈਣਗੀਆਂ ਅਤੇ ਨੌਜਵਾਨਾਂ ਦੀ ਮੌਕੇ 'ਤੇ ਹੀ ਚੋਣ ਕੀਤੀ ਜਾਵੇਗੀ।	[596, 825, 767, 865]
credit-tag-blue: ਪੰਜਾਬ ਟਾਇਮਜ਼	[773, 907, 836, 922]
column-middle	[591, 70, 962, 1576]
article-a2-body-3: ਇਸ ਮੌਕੇ ਕਾਲਜ ਦੇ ਪ੍ਰਿੰਸੀਪਲ ਨੇ ਕਿਹਾ ਕਿ ਅਜਿਹੇ ਪ੍ਰੋਗਰਾਮ ਵਿਦਿਆਰਥੀਆਂ ਦੇ ਭਵਿੱਖ ਲਈ ਬਹੁਤ ਜ਼ਰੂਰੀ ਹਨ।	[781, 128, 957, 169]
article-a1-body-1: ਮਾਤਾ ਗੁਜਰੀ ਕਾਲਜ ਦੇ ਭੌਤਿਕ ਵਿਗਿਆਨ ਵਿਭਾਗ ਵੱਲੋਂ ਵਿਦਿਆਰਥੀਆਂ ਲਈ ਇੱਕ ਵਿੱਦਿਅਕ ਦੌਰੇ ਦਾ ਆਯੋਜਨ ਕੀਤਾ ਗਿਆ। ਇਸ ਦੌਰੇ ਦਾ ਮੁੱਖ ਉਦੇਸ਼ ਵਿਦਿਆਰਥੀਆਂ ਨੂੰ ਵਿਹਾਰਕ ਗਿਆਨ ਪ੍ਰਦਾਨ ਕਰਨਾ ਸੀ।	[366, 117, 577, 172]
article-a2-body-1: ਸਥਾਨਕ ਇੰਜੀਨੀਅਰਿੰਗ ਕਾਲਜ ਵਿੱਚ ਵਿਦਿਆਰਥੀਆਂ ਲਈ ਵਿੱਤੀ ਸਾਖਰਤਾ ਬਾਰੇ ਇੱਕ ਵਿਸ਼ੇਸ਼ ਲੈਕਚਰ ਦਾ ਆਯੋਜਨ ਕੀਤਾ ਗਿਆ।	[596, 148, 772, 188]
article-a8-body-4: ਉਨ੍ਹਾਂ ਕਿਹਾ ਕਿ ਕਣਕ ਦੀ ਫ਼ਸਲ ਨੂੰ ਵੀ ਨੁਕਸਾਨ ਹੋਣ ਦਾ ਖਦਸ਼ਾ ਹੈ।	[397, 854, 578, 880]
article-a5-body-2: ਇਸ ਮੌਕੇ ਉਨ੍ਹਾਂ ਕਿਹਾ ਕਿ ਲੋਕਾਂ ਦੀਆਂ ਸਮੱਸਿਆਵਾਂ ਦਾ ਹੱਲ ਪਹਿਲ ਦੇ ਆਧਾਰ 'ਤੇ ਕੀਤਾ ਜਾਵੇਗਾ।	[596, 367, 774, 394]
article-a11-headline: ਵਾਕ ਰੇਸ 'ਔਂਧੀ' ਨੇ 45ਵੀਂ ਨੈਸ਼ਨਲ ਵੈਟਰਨ ਚੈਂਪੀਅਨਸ਼ਿਪ ਵਿੱਚ ਜਿੱਤਿਆ 'ਗੋਲਡ'	[975, 951, 1523, 977]
article-a5-body-3: ਉਨ੍ਹਾਂ ਕਿਹਾ ਕਿ ਦਫ਼ਤਰ ਵਿੱਚ ਪਾਰਦਰਸ਼ਤਾ ਬਣਾਈ ਰੱਖੀ ਜਾਵੇਗੀ ਅਤੇ ਭ੍ਰਿਸ਼ਟਾਚਾਰ ਬਰਦਾਸ਼ਤ ਨਹੀਂ ਕੀਤਾ ਜਾਵੇਗਾ।	[596, 478, 772, 519]
article-a16-body-4: ਸੰਸਥਾ ਦੇ ਮੁਖੀ ਨੇ ਸਾਰੇ ਬੁਲਾਰਿਆਂ ਦਾ ਧੰਨਵਾਦ ਕੀਤਾ।	[781, 1448, 957, 1474]
article-a10-signboard	[773, 750, 957, 904]
article-a12	[11, 894, 583, 1224]
credit-tag-blue: ਪੰਜਾਬ ਟਾਇਮਜ਼	[1187, 1174, 1251, 1189]
article-a14-body-1: ਜ਼ਿਲ੍ਹਾ ਲਿਖਾਰੀ ਸਭਾ ਦੀ ਸਾਲਾਨਾ ਚੋਣ ਸਰਬਸੰਮਤੀ ਨਾਲ ਕੀਤੀ ਗਈ।	[975, 1493, 1152, 1519]
article-a14-subhead: ਪਰਮਜੀਤ ਕੌਰ ਸਰਹਿੰਦ ਪੰਜਾਬੀ ਵਾਰ ਮੁੜ ਪ੍ਰਧਾਨ ਬਣੇ	[1138, 1269, 1361, 1282]
student-photo-1	[1166, 439, 1252, 555]
credit-tag-blue: ਪੰਜਾਬ ਟਾਇਮਜ਼	[16, 552, 80, 567]
credit-tag-blue: ਪੰਜਾਬ ਟਾਇਮਜ਼	[17, 1487, 80, 1502]
